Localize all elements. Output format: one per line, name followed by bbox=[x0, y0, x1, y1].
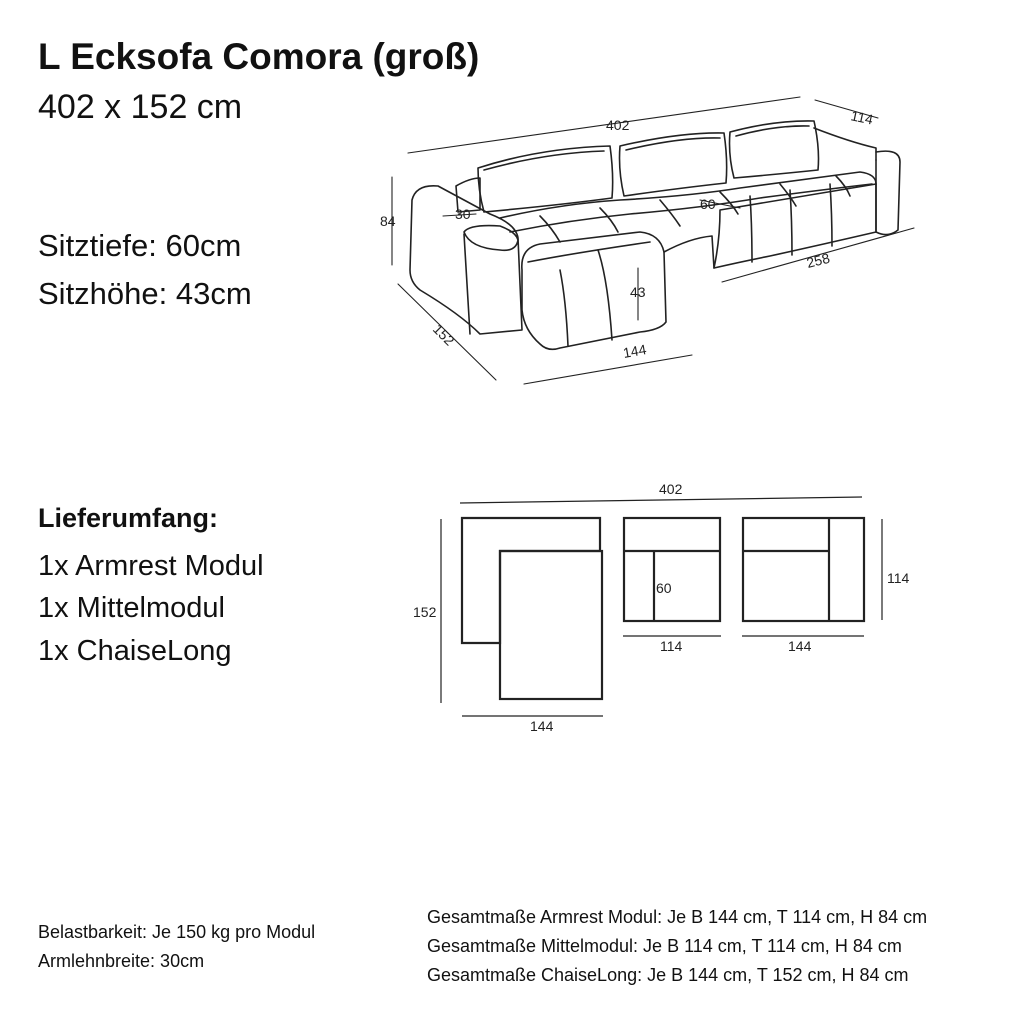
delivery-item-armrest: 1x Armrest Modul bbox=[38, 550, 264, 582]
plan-dim-chaise-width: 144 bbox=[530, 718, 554, 734]
dim-seat-height: 43 bbox=[630, 284, 646, 300]
plan-dim-chaise-depth: 152 bbox=[413, 604, 437, 620]
chaise-module-dimensions: Gesamtmaße ChaiseLong: Je B 144 cm, T 152 cm, H 84 cm bbox=[427, 965, 909, 985]
seat-cushion-row bbox=[500, 172, 876, 218]
dim-right-length: 258 bbox=[804, 249, 832, 271]
armrest-width-text: Armlehnbreite: 30cm bbox=[38, 951, 205, 971]
right-seat-front bbox=[714, 184, 876, 268]
delivery-item-middle: 1x Mittelmodul bbox=[38, 592, 225, 624]
sofa-perspective-drawing bbox=[392, 97, 914, 384]
plan-dim-total-width: 402 bbox=[659, 481, 683, 497]
plan-chaise-seat bbox=[500, 551, 602, 699]
dim-depth-right: 114 bbox=[849, 107, 875, 128]
plan-armrest-module bbox=[743, 518, 864, 621]
footer-left bbox=[38, 918, 315, 976]
delivery-scope-heading: Lieferumfang: bbox=[38, 503, 219, 533]
dim-seat-depth: 60 bbox=[700, 196, 716, 212]
armrest-module-dimensions: Gesamtmaße Armrest Modul: Je B 144 cm, T 114 cm, H 84 cm bbox=[427, 907, 928, 927]
dim-arm-width: 30 bbox=[455, 206, 471, 222]
seat-height-spec: Sitzhöhe: 43cm bbox=[38, 276, 252, 311]
delivery-item-chaise: 1x ChaiseLong bbox=[38, 635, 232, 667]
middle-module-dimensions: Gesamtmaße Mittelmodul: Je B 114 cm, T 114 cm, H 84 cm bbox=[427, 936, 902, 956]
plan-chaise-module bbox=[462, 518, 600, 643]
page-title: L Ecksofa Comora (groß) bbox=[38, 36, 480, 77]
plan-dim-middle-width: 114 bbox=[660, 638, 683, 654]
load-capacity-text: Belastbarkeit: Je 150 kg pro Modul bbox=[38, 922, 316, 942]
back-pillow-3 bbox=[730, 121, 819, 178]
plan-dim-seat-depth: 60 bbox=[656, 580, 672, 596]
plan-dimension-lines bbox=[441, 497, 882, 716]
plan-middle-module bbox=[624, 518, 720, 621]
seat-depth-spec: Sitztiefe: 60cm bbox=[38, 228, 242, 263]
plan-dim-armrest-width: 144 bbox=[788, 638, 812, 654]
right-armrest bbox=[876, 151, 900, 234]
dim-chaise-width: 144 bbox=[621, 341, 648, 361]
dim-total-width: 402 bbox=[606, 117, 630, 133]
back-pillow-2 bbox=[620, 133, 727, 196]
dim-chaise-depth: 152 bbox=[429, 320, 458, 349]
dim-height: 84 bbox=[380, 213, 396, 229]
footer-right bbox=[427, 903, 927, 990]
plan-dim-module-depth: 114 bbox=[887, 570, 910, 586]
page-subtitle: 402 x 152 cm bbox=[38, 88, 243, 126]
module-plan-drawing bbox=[441, 497, 882, 716]
